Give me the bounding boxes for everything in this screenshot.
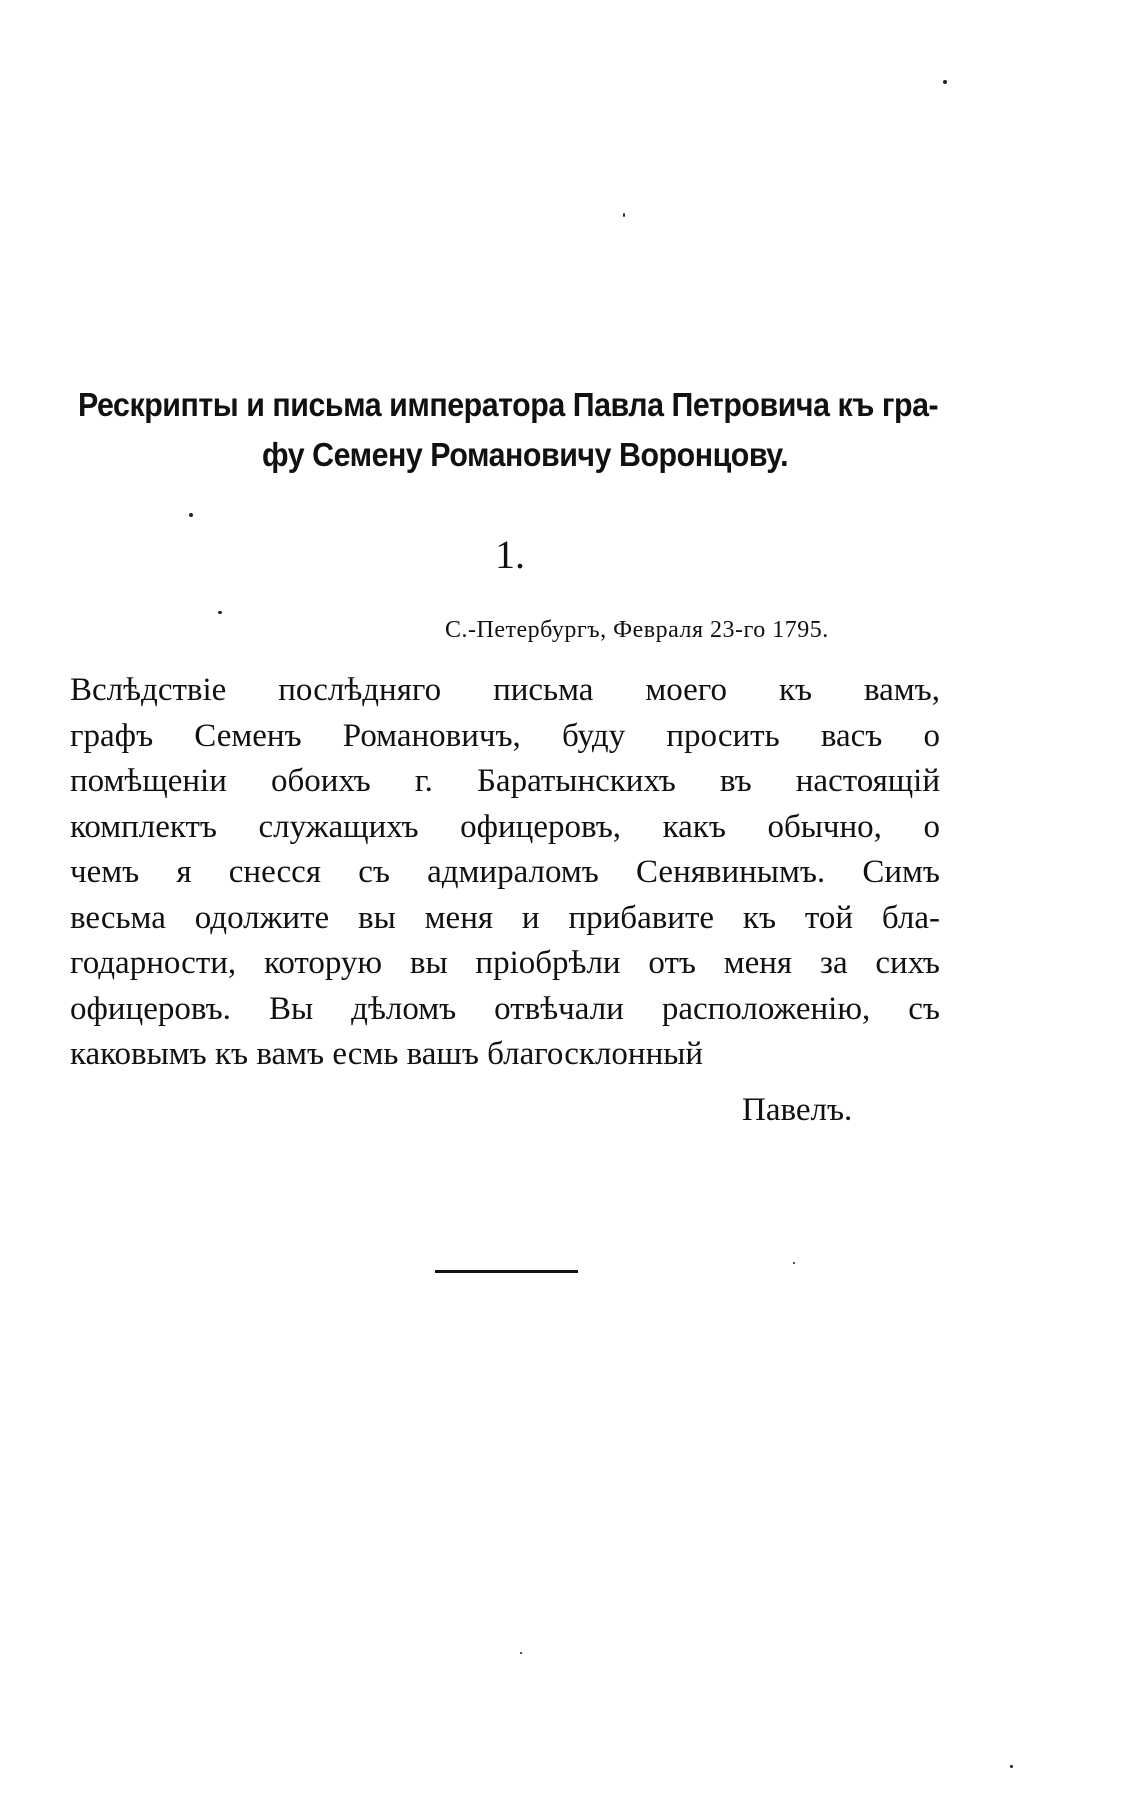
scan-speck — [623, 213, 625, 217]
letter-number: 1. — [495, 532, 525, 577]
section-divider — [435, 1270, 578, 1273]
letter-dateline: С.-Петербургъ, Февраля 23-го 1795. — [445, 617, 829, 643]
signature: Павелъ. — [742, 1092, 853, 1128]
scan-speck — [520, 1652, 522, 1654]
body-line: комплектъ служащихъ офицеровъ, какъ обычно, о — [70, 808, 940, 845]
body-line: Вслѣдствіе послѣдняго письма моего къ вамъ, — [70, 672, 940, 708]
letter-body — [70, 668, 940, 1078]
scan-speck — [1010, 1765, 1013, 1768]
scan-speck — [218, 611, 222, 614]
scan-speck — [189, 513, 193, 517]
body-line: каковымъ къ вамъ есмь вашъ благосклонный — [70, 1036, 704, 1072]
scan-speck — [793, 1262, 795, 1264]
body-line: офицеровъ. Вы дѣломъ отвѣчали расположенію, съ — [70, 990, 940, 1027]
body-line: годарности, которую вы пріобрѣли отъ меня за сихъ — [70, 945, 940, 981]
body-line: весьма одолжите вы меня и прибавите къ той бла- — [70, 899, 940, 936]
body-line: графъ Семенъ Романовичъ, буду просить васъ о — [70, 717, 940, 754]
scan-speck — [943, 80, 947, 84]
body-line: помѣщеніи обоихъ г. Баратынскихъ въ настоящій — [70, 763, 940, 799]
heading-line-1: Рескрипты и письма императора Павла Петровича къ гра- — [78, 386, 939, 423]
heading-line-2: фу Семену Романовичу Воронцову. — [262, 436, 789, 473]
body-line: чемъ я снесся съ адмираломъ Сенявинымъ. Симъ — [70, 854, 940, 890]
collection-heading — [78, 380, 939, 480]
